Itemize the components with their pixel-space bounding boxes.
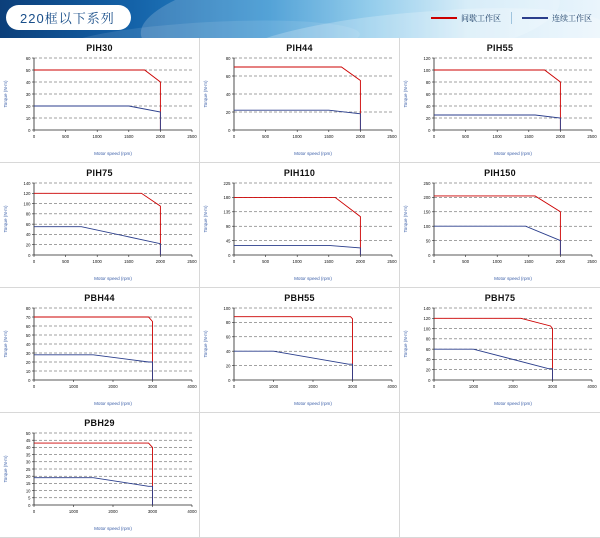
svg-text:30: 30 (25, 459, 31, 465)
svg-text:40: 40 (25, 232, 31, 238)
svg-text:2000: 2000 (108, 384, 118, 389)
svg-text:30: 30 (25, 91, 31, 97)
chart-title-7: PBH55 (284, 293, 315, 303)
svg-text:0: 0 (432, 384, 436, 389)
svg-text:100: 100 (23, 201, 31, 207)
svg-text:0: 0 (228, 252, 231, 258)
chart-plot-9 (0, 427, 200, 535)
svg-text:Motor speed (rpm): Motor speed (rpm) (494, 151, 532, 156)
svg-text:Torque (N·m): Torque (N·m) (203, 80, 208, 108)
header-banner (0, 0, 600, 38)
svg-text:100: 100 (423, 224, 431, 229)
chart-plot-5 (400, 177, 600, 285)
svg-text:0: 0 (32, 259, 36, 264)
svg-text:1000: 1000 (468, 384, 479, 389)
svg-text:2000: 2000 (308, 384, 318, 389)
svg-text:70: 70 (25, 314, 31, 320)
svg-text:100: 100 (423, 67, 431, 73)
svg-text:60: 60 (225, 73, 231, 79)
svg-text:0: 0 (32, 134, 36, 139)
chart-cell-3 (0, 163, 200, 288)
svg-text:Torque (N·m): Torque (N·m) (203, 330, 208, 358)
svg-text:15: 15 (25, 481, 31, 487)
svg-text:Torque (N·m): Torque (N·m) (3, 455, 8, 483)
svg-text:Motor speed (rpm): Motor speed (rpm) (494, 401, 532, 406)
svg-text:40: 40 (25, 341, 31, 347)
svg-text:40: 40 (425, 103, 431, 109)
legend-item-intermittent (431, 13, 501, 24)
svg-text:2000: 2000 (555, 259, 566, 264)
svg-text:Motor speed (rpm): Motor speed (rpm) (294, 401, 332, 406)
svg-text:2500: 2500 (387, 134, 397, 139)
svg-text:90: 90 (225, 224, 231, 229)
svg-text:20: 20 (225, 363, 231, 369)
svg-text:1500: 1500 (524, 134, 534, 139)
svg-text:2500: 2500 (387, 259, 397, 264)
svg-text:1000: 1000 (292, 259, 302, 264)
svg-text:4000: 4000 (387, 384, 397, 389)
chart-cell-6 (0, 288, 200, 413)
chart-row-4 (0, 413, 600, 538)
svg-text:0: 0 (232, 134, 236, 139)
svg-text:45: 45 (25, 438, 31, 443)
svg-text:1000: 1000 (68, 509, 79, 514)
svg-text:0: 0 (228, 127, 231, 133)
chart-plot-3 (0, 177, 200, 285)
svg-text:3000: 3000 (347, 384, 358, 389)
svg-text:2000: 2000 (508, 384, 518, 389)
chart-cell-8 (400, 288, 600, 413)
svg-text:1000: 1000 (92, 259, 102, 264)
chart-title-3: PIH75 (86, 168, 113, 178)
chart-cell-2 (400, 38, 600, 163)
svg-text:2500: 2500 (587, 134, 597, 139)
svg-text:0: 0 (432, 134, 436, 139)
svg-text:200: 200 (423, 195, 431, 201)
svg-text:Motor speed (rpm): Motor speed (rpm) (294, 151, 332, 156)
svg-text:2000: 2000 (555, 134, 566, 139)
svg-text:0: 0 (28, 377, 31, 383)
svg-text:40: 40 (25, 79, 31, 85)
chart-plot-4 (200, 177, 400, 285)
svg-text:2000: 2000 (108, 509, 118, 514)
svg-text:50: 50 (25, 67, 31, 73)
svg-text:Torque (N·m): Torque (N·m) (203, 205, 208, 233)
svg-text:20: 20 (225, 109, 231, 115)
svg-text:180: 180 (223, 195, 231, 201)
svg-text:Motor speed (rpm): Motor speed (rpm) (94, 151, 132, 156)
chart-plot-8 (400, 302, 600, 410)
svg-text:20: 20 (425, 115, 431, 121)
svg-text:250: 250 (423, 180, 431, 186)
chart-cell-4 (200, 163, 400, 288)
svg-text:Motor speed (rpm): Motor speed (rpm) (94, 526, 132, 531)
svg-text:10: 10 (25, 115, 31, 121)
svg-text:1000: 1000 (492, 134, 502, 139)
svg-text:1000: 1000 (268, 384, 279, 389)
svg-text:120: 120 (423, 316, 431, 322)
svg-text:80: 80 (425, 79, 431, 85)
chart-row-2 (0, 163, 600, 288)
svg-text:80: 80 (425, 336, 431, 342)
svg-text:500: 500 (62, 134, 70, 139)
svg-text:80: 80 (25, 305, 31, 311)
chart-cell-1 (200, 38, 400, 163)
chart-title-5: PIH150 (484, 168, 516, 178)
svg-text:35: 35 (25, 452, 31, 458)
chart-row-3 (0, 288, 600, 413)
chart-grid (0, 38, 600, 538)
svg-text:0: 0 (232, 259, 236, 264)
svg-text:40: 40 (425, 357, 431, 363)
svg-text:40: 40 (225, 349, 231, 354)
svg-text:25: 25 (25, 466, 31, 472)
svg-text:1000: 1000 (292, 134, 302, 139)
svg-text:3000: 3000 (147, 384, 158, 389)
legend-swatch-red-icon (431, 17, 457, 19)
chart-title-0: PIH30 (86, 43, 113, 53)
svg-text:10: 10 (25, 488, 31, 494)
svg-text:2500: 2500 (587, 259, 597, 264)
legend-swatch-blue-icon (522, 17, 548, 19)
chart-cell-empty-1 (200, 413, 400, 538)
svg-text:5: 5 (28, 495, 31, 501)
svg-text:1500: 1500 (124, 259, 134, 264)
svg-text:Torque (N·m): Torque (N·m) (403, 330, 408, 358)
chart-title-6: PBH44 (84, 293, 115, 303)
svg-text:80: 80 (225, 320, 231, 326)
svg-text:0: 0 (428, 377, 431, 383)
svg-text:120: 120 (423, 55, 431, 61)
svg-text:135: 135 (223, 209, 231, 215)
svg-text:2000: 2000 (155, 134, 166, 139)
svg-text:60: 60 (25, 323, 31, 329)
chart-title-9: PBH29 (84, 418, 115, 428)
svg-text:140: 140 (423, 305, 431, 311)
svg-text:60: 60 (425, 346, 431, 352)
svg-text:40: 40 (225, 91, 231, 97)
svg-text:50: 50 (425, 238, 431, 244)
svg-text:0: 0 (232, 384, 236, 389)
svg-text:Motor speed (rpm): Motor speed (rpm) (294, 276, 332, 281)
svg-text:20: 20 (25, 242, 31, 248)
svg-text:0: 0 (32, 509, 36, 514)
svg-text:140: 140 (23, 180, 31, 186)
chart-plot-7 (200, 302, 400, 410)
chart-title-1: PIH44 (286, 43, 313, 53)
svg-text:Torque (N·m): Torque (N·m) (3, 330, 8, 358)
svg-text:500: 500 (462, 259, 470, 264)
svg-text:1500: 1500 (124, 134, 134, 139)
svg-text:150: 150 (423, 209, 431, 215)
svg-text:80: 80 (225, 55, 231, 61)
chart-row-1 (0, 38, 600, 163)
svg-text:Torque (N·m): Torque (N·m) (3, 205, 8, 233)
svg-text:30: 30 (25, 350, 31, 356)
svg-text:4000: 4000 (187, 384, 197, 389)
svg-text:Torque (N·m): Torque (N·m) (3, 80, 8, 108)
svg-text:500: 500 (62, 259, 70, 264)
svg-text:3000: 3000 (147, 509, 158, 514)
svg-text:20: 20 (425, 367, 431, 373)
svg-text:3000: 3000 (547, 384, 558, 389)
svg-text:20: 20 (25, 359, 31, 365)
svg-text:Motor speed (rpm): Motor speed (rpm) (94, 276, 132, 281)
svg-text:Torque (N·m): Torque (N·m) (403, 80, 408, 108)
chart-cell-5 (400, 163, 600, 288)
svg-text:0: 0 (32, 384, 36, 389)
svg-text:10: 10 (25, 368, 31, 374)
svg-text:0: 0 (432, 259, 436, 264)
svg-text:0: 0 (28, 502, 31, 508)
chart-plot-2 (400, 52, 600, 160)
svg-text:2000: 2000 (155, 259, 166, 264)
svg-text:500: 500 (262, 259, 270, 264)
svg-text:45: 45 (225, 238, 231, 244)
svg-text:Motor speed (rpm): Motor speed (rpm) (494, 276, 532, 281)
svg-text:Motor speed (rpm): Motor speed (rpm) (94, 401, 132, 406)
svg-text:1000: 1000 (492, 259, 502, 264)
chart-cell-9 (0, 413, 200, 538)
svg-text:0: 0 (28, 127, 31, 133)
chart-title-8: PBH75 (484, 293, 516, 303)
chart-plot-1 (200, 52, 400, 160)
svg-text:40: 40 (25, 445, 31, 451)
svg-text:50: 50 (25, 332, 31, 338)
svg-text:60: 60 (25, 55, 31, 61)
svg-text:20: 20 (25, 103, 31, 109)
svg-text:500: 500 (262, 134, 270, 139)
chart-cell-0 (0, 38, 200, 163)
legend-label-intermittent: 间歇工作区 (461, 13, 501, 23)
svg-text:2500: 2500 (187, 134, 197, 139)
svg-text:120: 120 (23, 191, 31, 197)
chart-cell-7 (200, 288, 400, 413)
svg-text:20: 20 (25, 474, 31, 479)
svg-text:60: 60 (225, 334, 231, 340)
svg-text:0: 0 (28, 252, 31, 258)
legend-label-continuous: 连续工作区 (552, 13, 592, 23)
svg-text:0: 0 (428, 127, 431, 133)
svg-text:60: 60 (425, 91, 431, 97)
svg-text:1000: 1000 (68, 384, 79, 389)
svg-text:100: 100 (423, 326, 431, 332)
svg-text:100: 100 (223, 305, 231, 311)
legend-item-continuous (522, 13, 592, 24)
svg-text:1000: 1000 (92, 134, 102, 139)
chart-title-4: PIH110 (283, 168, 316, 178)
svg-text:0: 0 (228, 377, 231, 383)
chart-plot-0 (0, 52, 200, 160)
svg-text:1500: 1500 (324, 134, 334, 139)
svg-text:2000: 2000 (355, 134, 366, 139)
svg-text:2000: 2000 (355, 259, 366, 264)
chart-cell-empty-2 (400, 413, 600, 538)
chart-title-2: PIH55 (486, 43, 514, 53)
legend (431, 12, 592, 24)
svg-text:4000: 4000 (187, 509, 197, 514)
svg-text:225: 225 (223, 180, 231, 186)
page-title: 220框以下系列 (6, 5, 131, 30)
chart-plot-6 (0, 302, 200, 410)
svg-text:500: 500 (462, 134, 470, 139)
svg-text:1500: 1500 (324, 259, 334, 264)
svg-text:60: 60 (25, 221, 31, 227)
svg-text:80: 80 (25, 211, 31, 217)
svg-text:2500: 2500 (187, 259, 197, 264)
legend-divider (511, 12, 512, 24)
svg-text:4000: 4000 (587, 384, 597, 389)
svg-text:Torque (N·m): Torque (N·m) (403, 205, 408, 233)
svg-text:50: 50 (25, 430, 31, 436)
svg-text:0: 0 (428, 252, 431, 258)
svg-text:1500: 1500 (524, 259, 534, 264)
